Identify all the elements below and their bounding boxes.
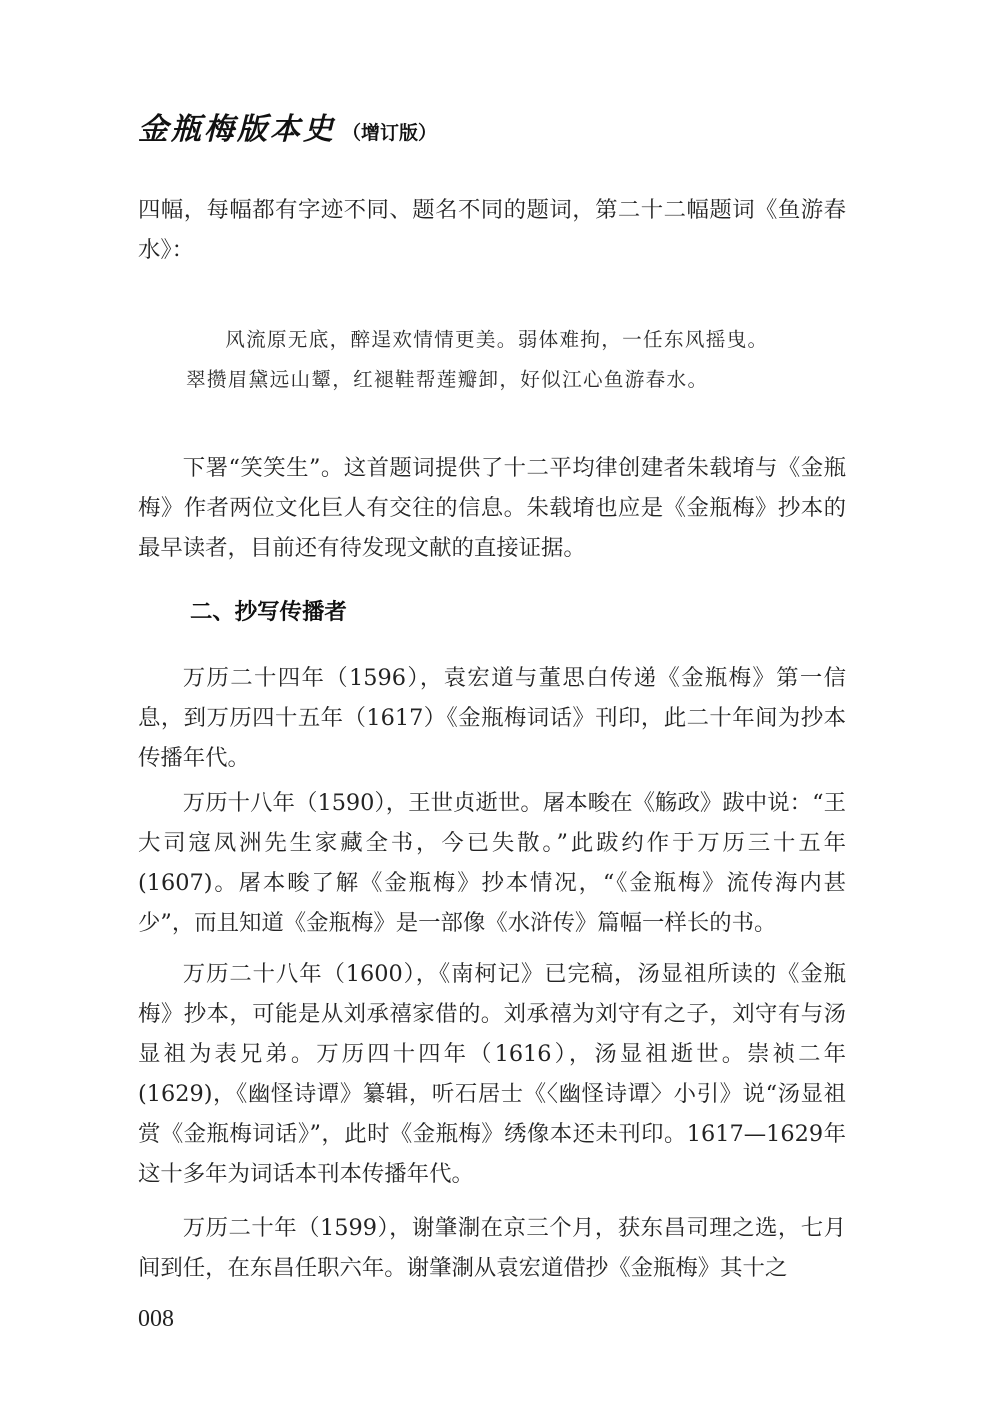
paragraph-continued: 四幅，每幅都有字迹不同、题名不同的题词，第二十二幅题词《鱼游春水》： (138, 197, 846, 263)
poem-line: 风流原无底，醉逞欢情情更美。弱体难拘，一任东风摇曳。 (225, 328, 769, 351)
paragraph: 万历十八年（1590），王世贞逝世。屠本畯在《觞政》跋中说：“王大司寇凤洲先生家藏全书，今已失散。”此跋约作于万历三十五年(1607)。屠本畯了解《金瓶梅》抄本情况，“《金瓶梅》流传海内甚少”，而且知道《金瓶梅》是一部像《水浒传》篇幅一样长的书。 (138, 790, 846, 936)
edition-label: （增订版） (342, 122, 438, 144)
running-head (138, 104, 437, 148)
poem-line: 翠攒眉黛远山颦，红褪鞋帮莲瓣卸，好似江心鱼游春水。 (186, 368, 709, 391)
paragraph: 万历二十年（1599），谢肇淛在京三个月，获东昌司理之选，七月间到任，在东昌任职六年。谢肇淛从袁宏道借抄《金瓶梅》其十之 (138, 1215, 846, 1281)
paragraph: 下署“笑笑生”。这首题词提供了十二平均律创建者朱载堉与《金瓶梅》作者两位文化巨人有交往的信息。朱载堉也应是《金瓶梅》抄本的最早读者，目前还有待发现文献的直接证据。 (138, 455, 846, 561)
paragraph: 万历二十四年（1596），袁宏道与董思白传递《金瓶梅》第一信息，到万历四十五年（1617）《金瓶梅词话》刊印，此二十年间为抄本传播年代。 (138, 665, 846, 771)
book-title: 金瓶梅版本史 (138, 112, 336, 147)
poem-quotation (186, 320, 846, 400)
paragraph: 万历二十八年（1600），《南柯记》已完稿，汤显祖所读的《金瓶梅》抄本，可能是从刘承禧家借的。刘承禧为刘守有之子，刘守有与汤显祖为表兄弟。万历四十四年（1616），汤显祖逝世。崇祯二年(1629)，《幽怪诗谭》纂辑，听石居士《〈幽怪诗谭〉小引》说“汤显祖赏《金瓶梅词话》”，此时《金瓶梅》绣像本还未刊印。1617—1629年这十多年为词话本刊本传播年代。 (138, 961, 846, 1187)
page-number: 008 (138, 1306, 174, 1332)
section-heading: 二、抄写传播者 (190, 599, 347, 625)
